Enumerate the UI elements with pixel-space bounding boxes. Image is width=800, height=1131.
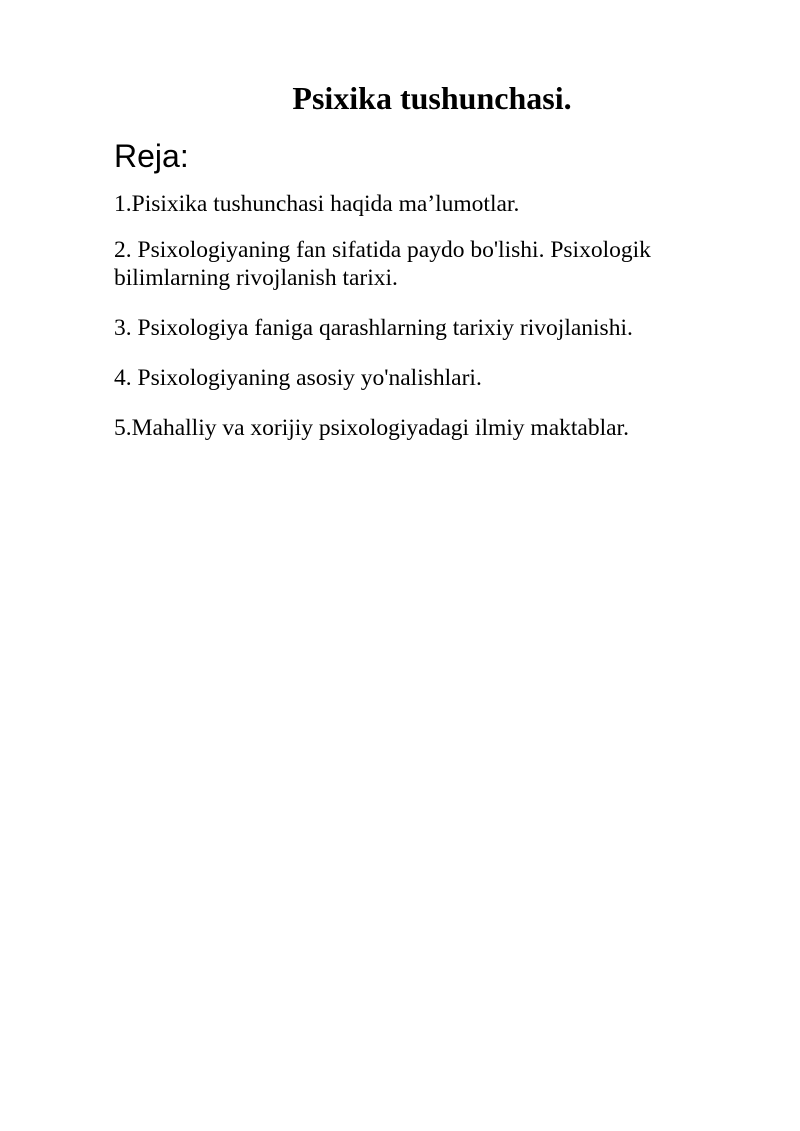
page-title: Psixika tushunchasi. — [292, 80, 572, 116]
plan-item-3: 3. Psixologiya faniga qarashlarning tarixiy rivojlanishi. — [114, 315, 633, 341]
plan-item-4: 4. Psixologiyaning asosiy yo'nalishlari. — [114, 365, 482, 391]
plan-list — [114, 190, 744, 442]
plan-item-5: 5.Mahalliy va xorijiy psixologiyadagi ilmiy maktablar. — [114, 415, 629, 441]
plan-item-1: 1.Pisixika tushunchasi haqida ma’lumotlar. — [114, 191, 520, 217]
plan-heading: Reja: — [114, 138, 189, 174]
plan-item-2: 2. Psixologiyaning fan sifatida paydo bo'lishi. Psixologik bilimlarning rivojlanish tarixi. — [114, 237, 651, 291]
